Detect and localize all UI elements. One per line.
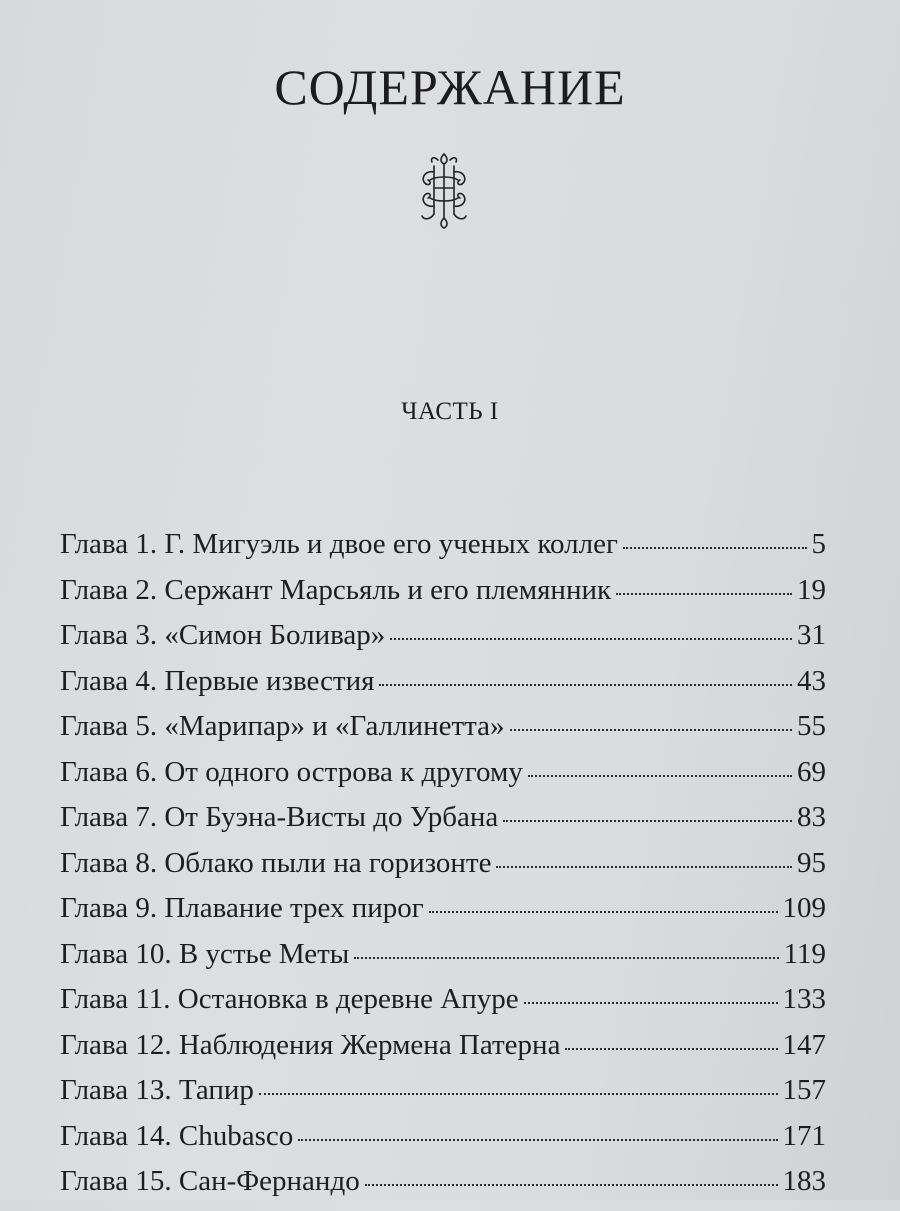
toc-entry [60, 1029, 826, 1075]
dot-leader [503, 820, 792, 822]
toc-entry-label: Глава 8. Облако пыли на горизонте [60, 846, 492, 879]
toc-entry [60, 892, 826, 938]
dot-leader [365, 1184, 778, 1186]
dot-leader [379, 684, 792, 686]
toc-entry-page-number: 83 [797, 801, 826, 833]
table-of-contents [60, 528, 826, 1211]
toc-entry [60, 1165, 826, 1211]
toc-entry-page-number: 171 [782, 1119, 826, 1152]
toc-entry-label: Глава 10. В устье Меты [60, 937, 350, 970]
dot-leader [524, 1002, 778, 1004]
dot-leader [390, 638, 792, 640]
monogram-ornament-icon [412, 150, 476, 230]
toc-entry-label: Глава 12. Наблюдения Жермена Патерна [60, 1028, 561, 1061]
dot-leader [298, 1139, 777, 1141]
toc-entry-label: Глава 15. Сан-Фернандо [60, 1165, 360, 1197]
page-title: СОДЕРЖАНИЕ [274, 59, 626, 115]
toc-entry-page-number: 133 [782, 983, 826, 1015]
toc-entry [60, 665, 826, 711]
toc-entry [60, 983, 826, 1029]
toc-entry-page-number: 95 [797, 846, 826, 879]
toc-entry-page-number: 19 [797, 573, 826, 606]
toc-entry [60, 710, 826, 756]
dot-leader [354, 957, 778, 959]
part-heading: ЧАСТЬ I [401, 398, 499, 425]
toc-entry-page-number: 157 [782, 1074, 826, 1106]
toc-entry-label: Глава 6. От одного острова к другому [60, 755, 523, 788]
dot-leader [259, 1093, 778, 1095]
toc-entry [60, 847, 826, 893]
toc-entry-label: Глава 1. Г. Мигуэль и двое его ученых коллег [60, 528, 618, 560]
toc-entry-label: Глава 14. Chubasco [60, 1119, 294, 1152]
dot-leader [565, 1048, 777, 1050]
toc-entry-label: Глава 2. Сержант Марсьяль и его племянник [60, 573, 612, 606]
toc-entry-page-number: 43 [797, 664, 826, 697]
toc-entry-page-number: 5 [811, 528, 826, 560]
dot-leader [429, 911, 778, 913]
toc-entry-page-number: 147 [782, 1028, 826, 1061]
toc-entry-label: Глава 9. Плавание трех пирог [60, 892, 424, 924]
toc-entry-page-number: 31 [797, 619, 826, 651]
dot-leader [623, 547, 807, 549]
toc-entry-page-number: 109 [782, 892, 826, 924]
toc-entry [60, 801, 826, 847]
toc-entry [60, 938, 826, 984]
toc-entry [60, 528, 826, 574]
toc-entry [60, 619, 826, 665]
toc-entry-label: Глава 13. Тапир [60, 1074, 254, 1106]
dot-leader [616, 593, 792, 595]
dot-leader [496, 866, 792, 868]
toc-entry [60, 1120, 826, 1166]
toc-entry-label: Глава 11. Остановка в деревне Апуре [60, 983, 519, 1015]
toc-entry-label: Глава 4. Первые известия [60, 664, 375, 697]
toc-entry-page-number: 69 [797, 755, 826, 788]
toc-entry-page-number: 119 [783, 937, 826, 970]
toc-entry-page-number: 183 [782, 1165, 826, 1197]
toc-entry-label: Глава 5. «Марипар» и «Галлинетта» [60, 710, 505, 742]
toc-entry-label: Глава 7. От Буэна-Висты до Урбана [60, 801, 499, 833]
toc-entry [60, 1074, 826, 1120]
dot-leader [528, 775, 792, 777]
toc-entry-page-number: 55 [797, 710, 826, 742]
toc-entry [60, 574, 826, 620]
toc-entry-label: Глава 3. «Симон Боливар» [60, 619, 386, 651]
toc-entry [60, 756, 826, 802]
dot-leader [510, 729, 792, 731]
